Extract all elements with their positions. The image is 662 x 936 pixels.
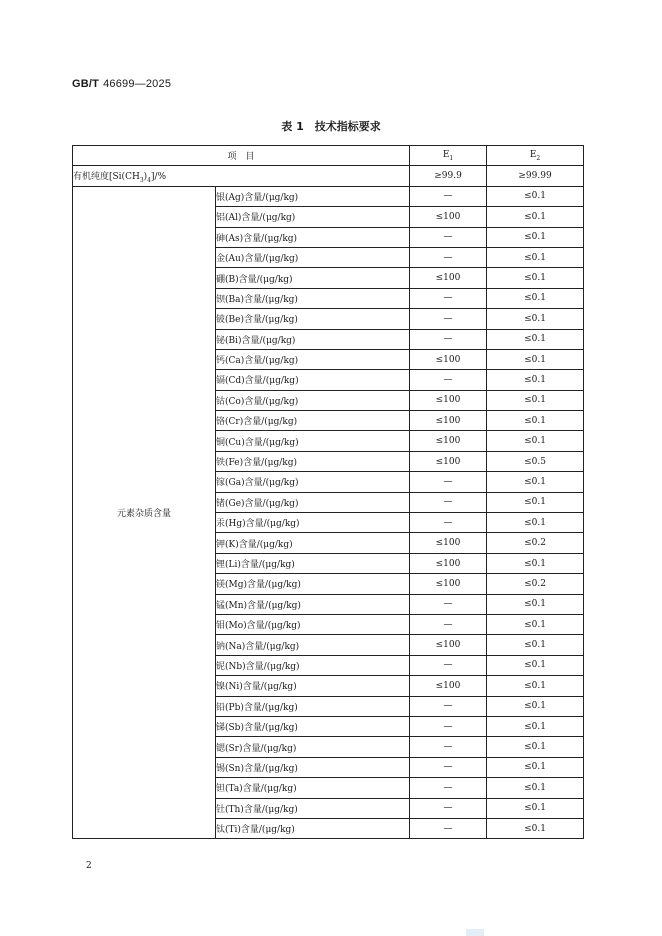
row-e2: ≤0.1: [487, 268, 584, 288]
row-e1: —: [410, 798, 487, 818]
row-e2: ≤0.1: [487, 778, 584, 798]
purity-row: [73, 166, 584, 186]
row-e2: ≤0.1: [487, 757, 584, 777]
row-item: 钡(Ba)含量/(μg/kg): [216, 288, 410, 308]
row-e2: ≤0.1: [487, 513, 584, 533]
page-number: 2: [86, 861, 92, 871]
row-e1: —: [410, 288, 487, 308]
row-item: 硼(B)含量/(μg/kg): [216, 268, 410, 288]
row-e1: —: [410, 778, 487, 798]
row-item: 镁(Mg)含量/(μg/kg): [216, 574, 410, 594]
row-e1: ≤100: [410, 349, 487, 369]
row-item: 银(Ag)含量/(μg/kg): [216, 186, 410, 206]
row-e2: ≤0.2: [487, 533, 584, 553]
row-e1: —: [410, 513, 487, 533]
row-item: 钠(Na)含量/(μg/kg): [216, 635, 410, 655]
row-item: 锶(Sr)含量/(μg/kg): [216, 737, 410, 757]
row-e1: —: [410, 818, 487, 838]
row-e1: —: [410, 472, 487, 492]
row-item: 铜(Cu)含量/(μg/kg): [216, 431, 410, 451]
row-item: 铍(Be)含量/(μg/kg): [216, 309, 410, 329]
row-e2: ≤0.1: [487, 288, 584, 308]
row-e2: ≤0.1: [487, 247, 584, 267]
purity-e1: ≥99.9: [410, 166, 487, 186]
row-e1: ≤100: [410, 635, 487, 655]
row-e2: ≤0.1: [487, 635, 584, 655]
row-item: 锗(Ge)含量/(μg/kg): [216, 492, 410, 512]
row-e1: ≤100: [410, 533, 487, 553]
row-item: 铁(Fe)含量/(μg/kg): [216, 451, 410, 471]
row-e1: ≤100: [410, 676, 487, 696]
row-item: 铅(Pb)含量/(μg/kg): [216, 696, 410, 716]
row-e1: ≤100: [410, 451, 487, 471]
row-e2: ≤0.1: [487, 594, 584, 614]
row-e2: ≤0.1: [487, 492, 584, 512]
row-e2: ≤0.1: [487, 186, 584, 206]
standard-code-number: 46699—2025: [103, 78, 172, 90]
row-item: 铋(Bi)含量/(μg/kg): [216, 329, 410, 349]
row-e2: ≤0.1: [487, 431, 584, 451]
purity-label: 有机纯度$[Si(CH_3)_4]/\%$: [73, 166, 410, 186]
row-e1: —: [410, 737, 487, 757]
row-e2: ≤0.1: [487, 472, 584, 492]
row-e2: ≤0.1: [487, 309, 584, 329]
row-e1: ≤100: [410, 574, 487, 594]
row-e2: ≤0.1: [487, 676, 584, 696]
row-e2: ≤0.1: [487, 390, 584, 410]
row-e1: ≤100: [410, 553, 487, 573]
technical-spec-table: [72, 145, 584, 839]
row-e2: ≤0.1: [487, 655, 584, 675]
row-item: 锑(Sb)含量/(μg/kg): [216, 716, 410, 736]
row-e1: —: [410, 492, 487, 512]
row-e1: ≤100: [410, 390, 487, 410]
purity-e2: ≥99.99: [487, 166, 584, 186]
row-e2: ≤0.1: [487, 227, 584, 247]
table-row: [73, 186, 584, 206]
row-item: 汞(Hg)含量/(μg/kg): [216, 513, 410, 533]
row-e2: ≤0.1: [487, 329, 584, 349]
row-item: 钽(Ta)含量/(μg/kg): [216, 778, 410, 798]
row-e2: ≤0.1: [487, 349, 584, 369]
row-item: 钍(Th)含量/(μg/kg): [216, 798, 410, 818]
row-e1: ≤100: [410, 207, 487, 227]
table-title: 表 1 技术指标要求: [281, 120, 381, 133]
row-item: 镓(Ga)含量/(μg/kg): [216, 472, 410, 492]
row-e2: ≤0.1: [487, 614, 584, 634]
row-e2: ≤0.1: [487, 370, 584, 390]
decorative-mark: [466, 929, 484, 936]
table-header-row: [73, 146, 584, 166]
row-item: 锡(Sn)含量/(μg/kg): [216, 757, 410, 777]
standard-code: [72, 78, 171, 90]
row-item: 铌(Nb)含量/(μg/kg): [216, 655, 410, 675]
row-item: 钾(K)含量/(μg/kg): [216, 533, 410, 553]
row-e1: —: [410, 309, 487, 329]
row-item: 钼(Mo)含量/(μg/kg): [216, 614, 410, 634]
row-e1: —: [410, 329, 487, 349]
row-e2: ≤0.1: [487, 553, 584, 573]
row-e1: —: [410, 655, 487, 675]
row-e1: —: [410, 247, 487, 267]
row-e2: ≤0.1: [487, 818, 584, 838]
standard-code-prefix: GB/T: [72, 78, 100, 90]
row-e1: —: [410, 614, 487, 634]
row-e1: —: [410, 227, 487, 247]
row-e2: ≤0.1: [487, 798, 584, 818]
row-item: 金(Au)含量/(μg/kg): [216, 247, 410, 267]
row-e2: ≤0.1: [487, 716, 584, 736]
row-e2: ≤0.1: [487, 737, 584, 757]
row-item: 锰(Mn)含量/(μg/kg): [216, 594, 410, 614]
row-e2: ≤0.1: [487, 696, 584, 716]
row-e1: ≤100: [410, 431, 487, 451]
header-e2: $E_2$: [487, 146, 584, 166]
row-item: 钴(Co)含量/(μg/kg): [216, 390, 410, 410]
row-e1: ≤100: [410, 411, 487, 431]
group-label: 元素杂质含量: [73, 186, 216, 839]
row-item: 镉(Cd)含量/(μg/kg): [216, 370, 410, 390]
row-item: 砷(As)含量/(μg/kg): [216, 227, 410, 247]
row-e1: —: [410, 696, 487, 716]
header-e1: $E_1$: [410, 146, 487, 166]
row-e2: ≤0.2: [487, 574, 584, 594]
row-e2: ≤0.1: [487, 411, 584, 431]
row-e1: ≤100: [410, 268, 487, 288]
row-e2: ≤0.1: [487, 207, 584, 227]
row-e1: —: [410, 757, 487, 777]
row-e1: —: [410, 716, 487, 736]
row-e1: —: [410, 594, 487, 614]
header-item: 项 目: [73, 146, 410, 166]
row-e2: ≤0.5: [487, 451, 584, 471]
row-e1: —: [410, 370, 487, 390]
row-item: 铬(Cr)含量/(μg/kg): [216, 411, 410, 431]
row-item: 钙(Ca)含量/(μg/kg): [216, 349, 410, 369]
row-item: 钛(Ti)含量/(μg/kg): [216, 818, 410, 838]
row-item: 铝(Al)含量/(μg/kg): [216, 207, 410, 227]
row-item: 镍(Ni)含量/(μg/kg): [216, 676, 410, 696]
row-item: 锂(Li)含量/(μg/kg): [216, 553, 410, 573]
row-e1: —: [410, 186, 487, 206]
